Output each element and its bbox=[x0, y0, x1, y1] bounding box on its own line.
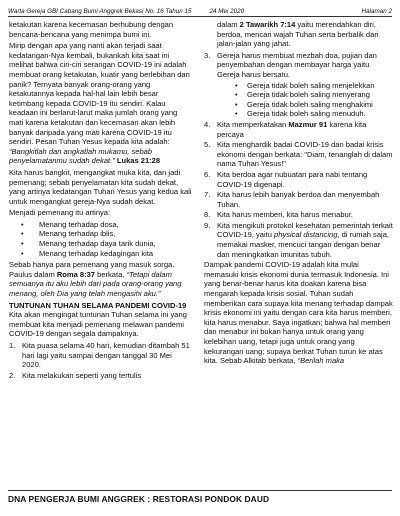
guidance-list-continued bbox=[204, 51, 394, 259]
paragraph: Sebab hanya para pemenang yang masuk sorga. Paulus dalam Roma 8:37 berkata, “Tetapi dalam semuanya itu aku lebih dari pada orang-orang yang menang, oleh Dia yang telah mengasihi aku.” bbox=[9, 260, 182, 299]
list-item: • Gereja tidak boleh saling menuduh. bbox=[217, 109, 394, 119]
list-item: 2. Kita melakukan seperti yang tertulis bbox=[9, 370, 142, 380]
winner-list bbox=[9, 220, 192, 258]
church-rules-list bbox=[217, 81, 394, 119]
list-item: • Menang terhadap daya tarik dunia, bbox=[9, 239, 192, 249]
list-item: 6. Kita berdoa agar nubuatan para nabi tentang COVID-19 digenapi. bbox=[204, 169, 368, 189]
list-item: • Gereja tidak boleh saling menghakimi bbox=[217, 100, 394, 110]
list-item: 3. Gereja harus membuat mezbah doa, pujian dan penyembahan dengan membayar harga yaitu Gereja harus bersatu. • Gereja tidak boleh saling menjelekkan • Gereja tidak boleh saling menyerang • Gereja tidak boleh saling menghakimi • Gereja tidak boleh saling menuduh. bbox=[204, 51, 394, 119]
header-date: 24 Mei 2020 bbox=[209, 8, 245, 15]
footer-divider bbox=[8, 490, 392, 491]
list-item: 9. Kita mengikuti protokol kesehatan pemerintah terkait COVID-19, yaitu physical distancing, di rumah saja, memakai masker, mencuci tangan dengan benar dan meningkatkan imunitas tubuh. bbox=[204, 220, 393, 259]
paragraph: Mirip dengan apa yang nanti akan terjadi saat kedatangan-Nya kembali, bukankah kita saat ini melihat bahwa ciri-ciri serangan COVID-19 ini adalah membuat orang ketakutan, kuatir yang berlebihan dan panik? Ternyata banyak orang-orang yang ketakutannya kepada hal-hal lain lebih besar ketimbang kepada COVID-19 itu sendiri. Kalau keadaan ini berlarut-larut maka jumlah orang yang mati karena ketakutan dan kecemasan akan lebih banyak daripada yang mati karena COVID-19 itu sendiri. Pesan Tuhan Yesus kepada kita adalah: “Bangkitlah dan angkatlah mukamu, sebab penyelamatanmu sudah dekat.” Lukas 21:28 bbox=[9, 41, 190, 166]
list-item: 7. Kita harus lebih banyak berdoa dan menyembah Tuhan. bbox=[204, 190, 380, 209]
paragraph: Kita harus bangkit, mengangkat muka kita, dan jadi pemenang; sebab penyelamatan kita sudah dekat, yang artinya kedatangan Tuhan Yesus yang kedua kali untuk mengangkat gereja-Nya sudah dekat. bbox=[9, 167, 192, 206]
section-heading: TUNTUNAN TUHAN SELAMA PANDEMI COVID-19 bbox=[9, 300, 187, 310]
list-item: 5. Kita menghardik badai COVID-19 dan badai krisis ekonomi dengan berkata: "Diam, tenanglah di dalam nama Tuhan Yesus!" bbox=[204, 140, 393, 169]
paragraph: ketakutan karena kecemasan berhubung dengan bencana-bencana yang menimpa bumi ini. bbox=[9, 20, 174, 39]
list-item: 8. Kita harus memberi, kita harus menabur. bbox=[204, 210, 353, 220]
paragraph: dalam 2 Tawarikh 7:14 yaitu merendahkan diri, berdoa, mencari wajah Tuhan serta berbalik dari jalan-jalan yang jahat. bbox=[217, 20, 379, 49]
paragraph: Menjadi pemenang itu artinya: bbox=[9, 208, 111, 218]
list-item: 4. Kita memperkatakan Mazmur 91 karena kita percaya bbox=[204, 119, 367, 139]
list-item: 1. Kita puasa selama 40 hari, kemudian ditambah 51 hari lagi yaitu sampai dengan tanggal 30 Mei 2020. bbox=[9, 341, 190, 370]
right-column bbox=[204, 20, 394, 368]
guidance-list bbox=[9, 341, 192, 380]
list-item: • Menang terhadap kedagingan kita bbox=[9, 249, 192, 259]
list-item: • Gereja tidak boleh saling menyerang bbox=[217, 90, 394, 100]
header-page-number: Halaman 2 bbox=[361, 8, 392, 15]
page-header bbox=[8, 4, 392, 15]
left-column bbox=[9, 20, 192, 381]
header-title: Warta Gereja GBI Cabang Bumi Anggrek Bekasi No. 16 Tahun 15 bbox=[8, 8, 192, 15]
list-item: • Gereja tidak boleh saling menjelekkan bbox=[217, 81, 394, 91]
header-divider bbox=[8, 16, 392, 17]
paragraph: Kita akan mengingat tuntunan Tuhan selama ini yang membuat kita menjadi pemenang melawan pandemi COVID-19 dengan segala dampaknya. bbox=[9, 310, 187, 339]
list-item: • Menang terhadap dosa, bbox=[9, 220, 192, 230]
paragraph: Dampak pandemi COVID-19 adalah kita mulai memasuki krisis ekonomi dunia termasuk Indonesia. Ini yang benar-benar harus kita doakan karena bisa mengarah kepada krisis sosial. Tuhan sudah memberikan cara supaya kita menang terhadap dampak krisis ekonomi ini yaitu dengan cara kita harus memberi, kita harus menabur. Saya ingatkan; bahwa hal memberi dan menabur ini bukan hanya untuk orang yang kelebihan uang, tetapi juga untuk orang yang kekurangan uang; supaya berkat Tuhan turun ke atas kita. Sebab Alkitab berkata, “Berilah maka bbox=[204, 260, 393, 366]
page-footer: DNA PENGERJA BUMI ANGGREK : RESTORASI PONDOK DAUD bbox=[8, 494, 270, 504]
list-item: • Menang terhadap iblis, bbox=[9, 229, 192, 239]
